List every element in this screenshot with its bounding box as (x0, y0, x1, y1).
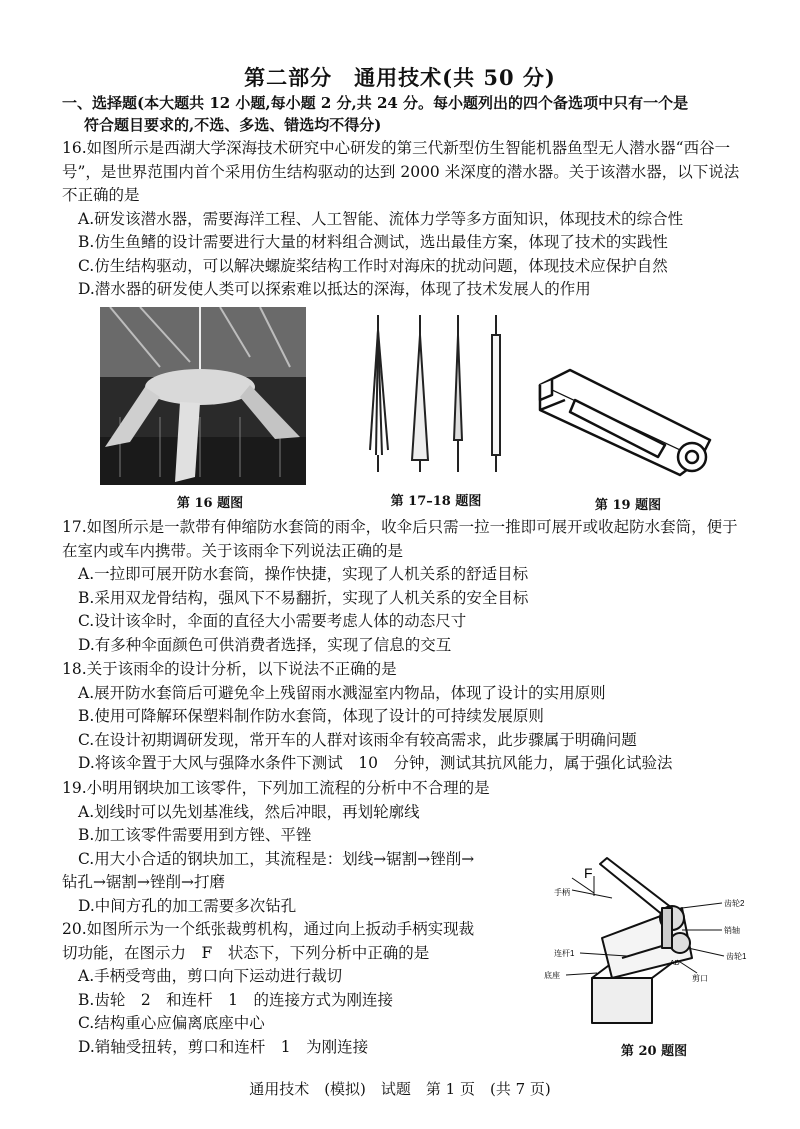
question-20-stem-line1: 20.如图所示为一个纸张裁剪机构，通过向上扳动手柄实现裁 (62, 920, 475, 938)
question-20-option-c: C.结构重心应偏离底座中心 (78, 1014, 265, 1032)
question-19-option-b: B.加工该零件需要用到方锉、平锉 (78, 826, 312, 844)
figure-20-label-mouth: 剪口 (692, 974, 708, 983)
section-heading (62, 92, 752, 136)
question-16-option-c: C.仿生结构驱动，可以解决螺旋桨结构工作时对海床的扰动问题，体现技术应保护自然 (78, 256, 668, 275)
question-19-option-a: A.划线时可以先划基准线，然后冲眼，再划轮廓线 (78, 802, 420, 821)
question-16-option-b: B.仿生鱼鳍的设计需要进行大量的材料组合测试，选出最佳方案，体现了技术的实践性 (78, 233, 668, 251)
question-17-stem: 17.如图所示是一款带有伸缩防水套筒的雨伞，收伞后只需一拉一推即可展开或收起防水套筒，便于在室内或车内携带。关于该雨伞下列说法正确的是 (62, 518, 738, 560)
question-18 (62, 658, 752, 776)
figure-20-label-link1: 连杆1 (554, 949, 575, 958)
figure-16-submarine-photo (100, 307, 306, 485)
section-heading-line2: 符合题目要求的,不选、多选、错选均不得分) (84, 116, 382, 134)
question-20-option-a: A.手柄受弯曲，剪口向下运动进行裁切 (78, 967, 343, 985)
figure-20-caption: 第 20 题图 (620, 1044, 688, 1059)
question-19 (62, 777, 542, 918)
question-17-option-b: B.采用双龙骨结构，强风下不易翻折，实现了人机关系的安全目标 (78, 588, 529, 607)
figure-19-part-drawing (530, 365, 720, 485)
question-20 (62, 918, 532, 1059)
figure-20-label-base: 底座 (544, 971, 560, 980)
question-18-option-d: D.将该伞置于大风与强降水条件下测试 10 分钟，测试其抗风能力，属于强化试验法 (78, 754, 673, 772)
figure-20-label-handle: 手柄 (554, 888, 570, 897)
question-19-stem: 19.小明用钢块加工该零件，下列加工流程的分析中不合理的是 (62, 779, 490, 797)
figure-17-18-umbrella-drawing (368, 310, 508, 480)
question-20-stem-line2: 切功能，在图示力 F 状态下，下列分析中正确的是 (62, 943, 430, 962)
figure-19-caption: 第 19 题图 (594, 498, 662, 513)
question-20-option-b: B.齿轮 2 和连杆 1 的连接方式为刚连接 (78, 990, 394, 1009)
figure-17-18-caption: 第 17–18 题图 (390, 494, 482, 509)
page-title: 第二部分 通用技术(共 50 分) (244, 65, 556, 90)
question-16-option-d: D.潜水器的研发使人类可以探索难以抵达的深海，体现了技术发展人的作用 (78, 280, 591, 298)
question-17 (62, 516, 752, 657)
question-16 (62, 137, 752, 302)
question-18-option-c: C.在设计初期调研发现，常开车的人群对该雨伞有较高需求，此步骤属于明确问题 (78, 730, 637, 749)
question-20-option-d: D.销轴受扭转，剪口和连杆 1 为刚连接 (78, 1037, 369, 1056)
question-19-option-c: C.用大小合适的钢块加工，其流程是：划线→锯割→锉削→ (78, 849, 475, 868)
page-footer: 通用技术 (模拟) 试题 第 1 页 (共 7 页) (249, 1080, 551, 1098)
figure-20-label-gear1: 齿轮1 (726, 952, 747, 961)
question-16-stem: 16.如图所示是西湖大学深海技术研究中心研发的第三代新型仿生智能机器鱼型无人潜水器“西谷一号”，是世界范围内首个采用仿生结构驱动的达到 2000 米深度的潜水器。关于该潜水器，以下说法不正确的是 (62, 139, 740, 204)
figure-20-label-ad: AD (670, 960, 680, 967)
question-18-stem: 18.关于该雨伞的设计分析，以下说法不正确的是 (62, 660, 397, 678)
question-19-option-d: D.中间方孔的加工需要多次钻孔 (78, 896, 297, 915)
figure-20-label-gear2: 齿轮2 (724, 899, 745, 908)
question-17-option-c: C.设计该伞时，伞面的直径大小需要考虑人体的动态尺寸 (78, 612, 467, 630)
question-16-option-a: A.研发该潜水器，需要海洋工程、人工智能、流体力学等多方面知识，体现技术的综合性 (78, 209, 684, 228)
question-18-option-a: A.展开防水套筒后可避免伞上残留雨水溅湿室内物品，体现了设计的实用原则 (78, 683, 606, 702)
figure-20-label-force: F (584, 865, 593, 881)
figure-20-cutter-drawing (532, 848, 772, 1028)
section-heading-line1: 一、选择题(本大题共 12 小题,每小题 2 分,共 24 分。每小题列出的四个备选项中只有一个是 (62, 94, 689, 112)
question-17-option-a: A.一拉即可展开防水套筒，操作快捷，实现了人机关系的舒适目标 (78, 565, 529, 583)
figure-16-caption: 第 16 题图 (176, 496, 244, 511)
figure-20-label-pin: 销轴 (724, 926, 740, 935)
question-17-option-d: D.有多种伞面颜色可供消费者选择，实现了信息的交互 (78, 635, 452, 654)
question-18-option-b: B.使用可降解环保塑料制作防水套筒，体现了设计的可持续发展原则 (78, 707, 544, 725)
question-19-option-c-cont: 钻孔→锯割→锉削→打磨 (62, 873, 225, 891)
